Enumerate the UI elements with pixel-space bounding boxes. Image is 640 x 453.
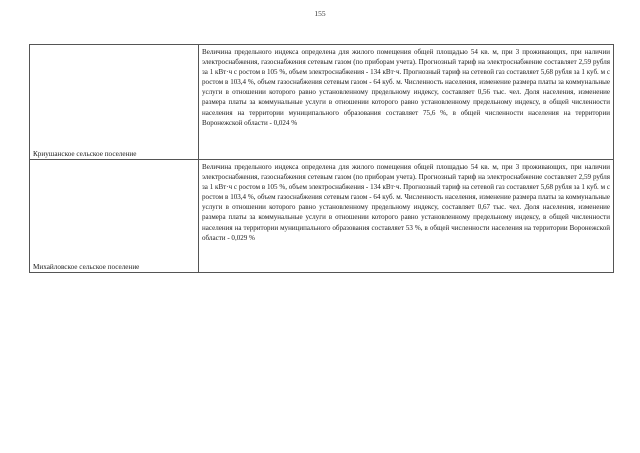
settlement-name-cell <box>30 160 199 273</box>
page-number: 155 <box>314 9 326 18</box>
index-description-cell: Величина предельного индекса определена для жилого помещения общей площадью 54 кв. м, при 3 проживающих, при наличии электроснабжения, газоснабжения сетевым газом (по приборам учета). Прогнозный тариф на электроснабжение составляет 2,59 рубля за 1 кВт·ч с ростом в 105 %, объем электроснабжения - 134 кВт·ч. Прогнозный тариф на сетевой газ составляет 5,68 рубля за 1 куб. м с ростом в 103,4 %, объем газоснабжения сетевым газом - 64 куб. м. Численность населения, изменение размера платы за коммунальные услуги в отношении которого равно установленному предельному индексу, составляет 0,56 тыс. чел. Доля населения, изменение размера платы за коммунальные услуги в отношении которого равно установленному предельному индексу, в общей численности населения на территории муниципального образования составляет 75,6 %, в общей численности населения на территории Воронежской области - 0,024 % <box>199 45 614 160</box>
settlement-name: Михайловское сельское поселение <box>33 263 140 271</box>
table-row <box>30 45 614 160</box>
settlement-name-cell <box>30 45 199 160</box>
index-description-cell: Величина предельного индекса определена для жилого помещения общей площадью 54 кв. м, при 3 проживающих, при наличии электроснабжения, газоснабжения сетевым газом (по приборам учета). Прогнозный тариф на электроснабжение составляет 2,59 рубля за 1 кВт·ч с ростом в 105 %, объем электроснабжения - 134 кВт·ч. Прогнозный тариф на сетевой газ составляет 5,68 рубля за 1 куб. м с ростом в 103,4 %, объем газоснабжения сетевым газом - 64 куб. м. Численность населения, изменение размера платы за коммунальные услуги в отношении которого равно установленному предельному индексу, составляет 0,67 тыс. чел. Доля населения, изменение размера платы за коммунальные услуги в отношении которого равно установленному предельному индексу, в общей численности населения на территории муниципального образования составляет 53 %, в общей численности населения на территории Воронежской области - 0,029 % <box>199 160 614 273</box>
settlements-table <box>29 44 614 273</box>
table-row <box>30 160 614 273</box>
settlement-name: Криушанское сельское поселение <box>33 150 137 158</box>
